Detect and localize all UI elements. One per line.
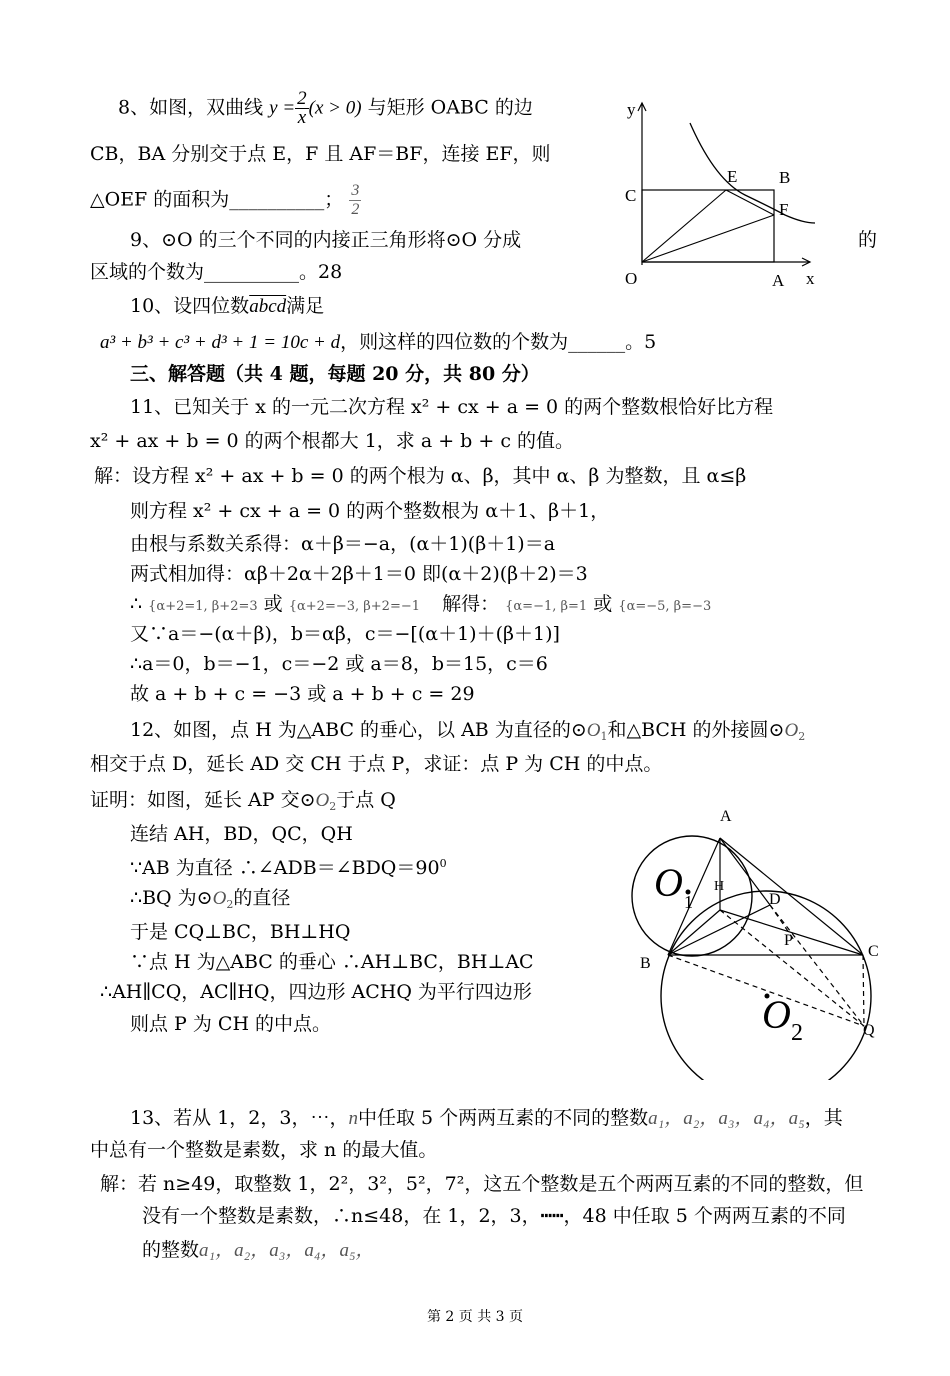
q11-solution-6: 又∵a＝−(α＋β)，b＝αβ，c＝−[(α＋1)＋(β＋1)] (130, 623, 560, 645)
figure-q8-hyperbola-rectangle (605, 95, 835, 295)
q12-line-2: 相交于点 D，延长 AD 交 CH 于点 P，求证：点 P 为 CH 的中点。 (90, 753, 663, 775)
page-footer: 第 2 页 共 3 页 (426, 1309, 524, 1325)
q8-line-1: 8、如图，双曲线 y = $\frac{2}{x}$ (x > 0) 与矩形 OABC 的边 (118, 88, 533, 128)
q10-four-digit-number: abcd (249, 296, 287, 317)
q11-system-2: {α+2=−3, β+2=−1 (288, 599, 421, 614)
q12-proof-5: 于是 CQ⊥BC，BH⊥HQ (130, 921, 351, 943)
fig12-label-Q: Q (863, 1022, 875, 1039)
q12-proof-7: ∴AH∥CQ，AC∥HQ，四边形 ACHQ 为平行四边形 (100, 981, 532, 1003)
fig8-label-O: O (625, 269, 638, 288)
q13-solution-2: 没有一个整数是素数，∴n≤48，在 1，2，3，┅┅，48 中任取 5 个两两互素的不同 (142, 1205, 846, 1227)
q10-equation: a³ + b³ + c³ + d³ + 1 = 10c + d (100, 332, 341, 353)
q12-proof-1: 证明：如图，延长 AP 交$⊙O_2$于点 Q (90, 789, 396, 813)
q8-eq-y: y = (269, 97, 296, 119)
fig8-label-y: y (627, 100, 636, 119)
q12-proof-2: 连结 AH，BD，QC，QH (130, 823, 353, 845)
q13-line-2: 中总有一个整数是素数，求 n 的最大值。 (90, 1139, 438, 1161)
q12-proof-3: ∵AB 为直径 $\therefore\angle ADB=\angle BDQ=90^0$ (130, 857, 447, 879)
q13-solution-3: 的整数a₁，a₂，a₃，a₄，a₅， (142, 1239, 375, 1261)
q8-answer-fraction: $\frac{3}{2}$ (351, 182, 360, 218)
fig12-label-O1-sub: 1 (684, 892, 693, 912)
q8-line-3: △OEF 的面积为__________； $\frac{3}{2}$ (90, 182, 360, 218)
fig12-label-P: P (784, 932, 793, 949)
q11-system-1: {α+2=1, β+2=3 (148, 599, 258, 614)
q8-line-2: CB，BA 分别交于点 E，F 且 AF＝BF，连接 EF，则 (90, 143, 551, 165)
fig12-label-B: B (640, 955, 651, 972)
q13-variables-2: a₁，a₂，a₃，a₄，a₅， (199, 1240, 375, 1261)
q9-line-2: 区域的个数为__________。28 (90, 261, 343, 283)
q11-system-3: {α=−1, β=1 (505, 599, 588, 614)
fig12-label-O2-sub: 2 (791, 1020, 803, 1046)
fig12-label-C: C (868, 943, 879, 960)
q9-line-1-end: 的 (858, 229, 878, 251)
q9-line-1: 9、⊙O 的三个不同的内接正三角形将⊙O 分成 (130, 229, 522, 251)
q8-fraction: $\frac{2}{x}$ (297, 88, 307, 128)
q10-line-2: a³ + b³ + c³ + d³ + 1 = 10c + d，则这样的四位数的个数为______。5 (100, 331, 657, 353)
q13-variables: a₁，a₂，a₃，a₄，a₅ (648, 1108, 805, 1129)
q11-solution-7: ∴a＝0，b＝−1，c＝−2 或 a＝8，b＝15，c＝6 (130, 653, 548, 675)
fig12-label-A: A (720, 808, 732, 825)
fig12-label-O1: O (654, 860, 683, 905)
q12-proof-8: 则点 P 为 CH 的中点。 (130, 1013, 332, 1035)
q11-solution-8: 故 a + b + c = −3 或 a + b + c = 29 (130, 683, 475, 705)
q13-line-1: 13、若从 1，2，3，⋯，n中任取 5 个两两互素的不同的整数a₁，a₂，a₃，a₄，a₅，其 (130, 1107, 843, 1129)
q13-solution-1: 解：若 n≥49，取整数 1，2²，3²，5²，7²，这五个整数是五个两两互素的不同的整数，但 (100, 1173, 864, 1195)
q11-solution-5: ∴ {α+2=1, β+2=3 或 {α+2=−3, β+2=−1 解得： {α=−1, β=1 或 {α=−5, β=−3 (130, 593, 712, 615)
q12-proof-4: ∴BQ 为$⊙O_2$的直径 (130, 887, 291, 911)
fig12-label-D: D (769, 891, 781, 908)
q10-line-1: 10、设四位数abcd满足 (130, 295, 325, 317)
q11-solution-2: 则方程 x² + cx + a = 0 的两个整数根为 α＋1、β＋1， (130, 500, 610, 522)
q12-proof-6: ∵点 H 为△ABC 的垂心 ∴AH⊥BC，BH⊥AC (130, 951, 534, 973)
fig8-label-B: B (779, 168, 791, 187)
q11-line-1: 11、已知关于 x 的一元二次方程 x² + cx + a = 0 的两个整数根恰好比方程 (130, 396, 774, 418)
figure-q12-circles (628, 800, 888, 1080)
q12-line-1: 12、如图，点 H 为△ABC 的垂心，以 AB 为直径的$⊙O_1$和△BCH 的外接圆$⊙O_2$ (130, 719, 806, 743)
q11-line-2: x² + ax + b = 0 的两个根都大 1，求 a + b + c 的值。 (90, 430, 574, 452)
fig8-label-x: x (806, 269, 815, 288)
fig12-label-H: H (714, 879, 725, 894)
fig8-label-C: C (625, 186, 637, 205)
q11-solution-4: 两式相加得：αβ＋2α＋2β＋1＝0 即(α＋2)(β＋2)＝3 (130, 563, 588, 585)
q11-solution-1: 解：设方程 x² + ax + b = 0 的两个根为 α、β，其中 α、β 为整数，且 α≤β (94, 465, 747, 487)
q11-system-4: {α=−5, β=−3 (618, 599, 712, 614)
fig12-label-O2: O (762, 992, 791, 1037)
q11-solution-3: 由根与系数关系得：α＋β＝−a，(α＋1)(β＋1)＝a (130, 533, 556, 555)
section-3-heading: 三、解答题（共 4 题，每题 20 分，共 80 分） (130, 363, 540, 385)
fig8-label-E: E (727, 167, 738, 186)
fig8-label-F: F (779, 200, 789, 219)
fig8-label-A: A (772, 271, 785, 290)
